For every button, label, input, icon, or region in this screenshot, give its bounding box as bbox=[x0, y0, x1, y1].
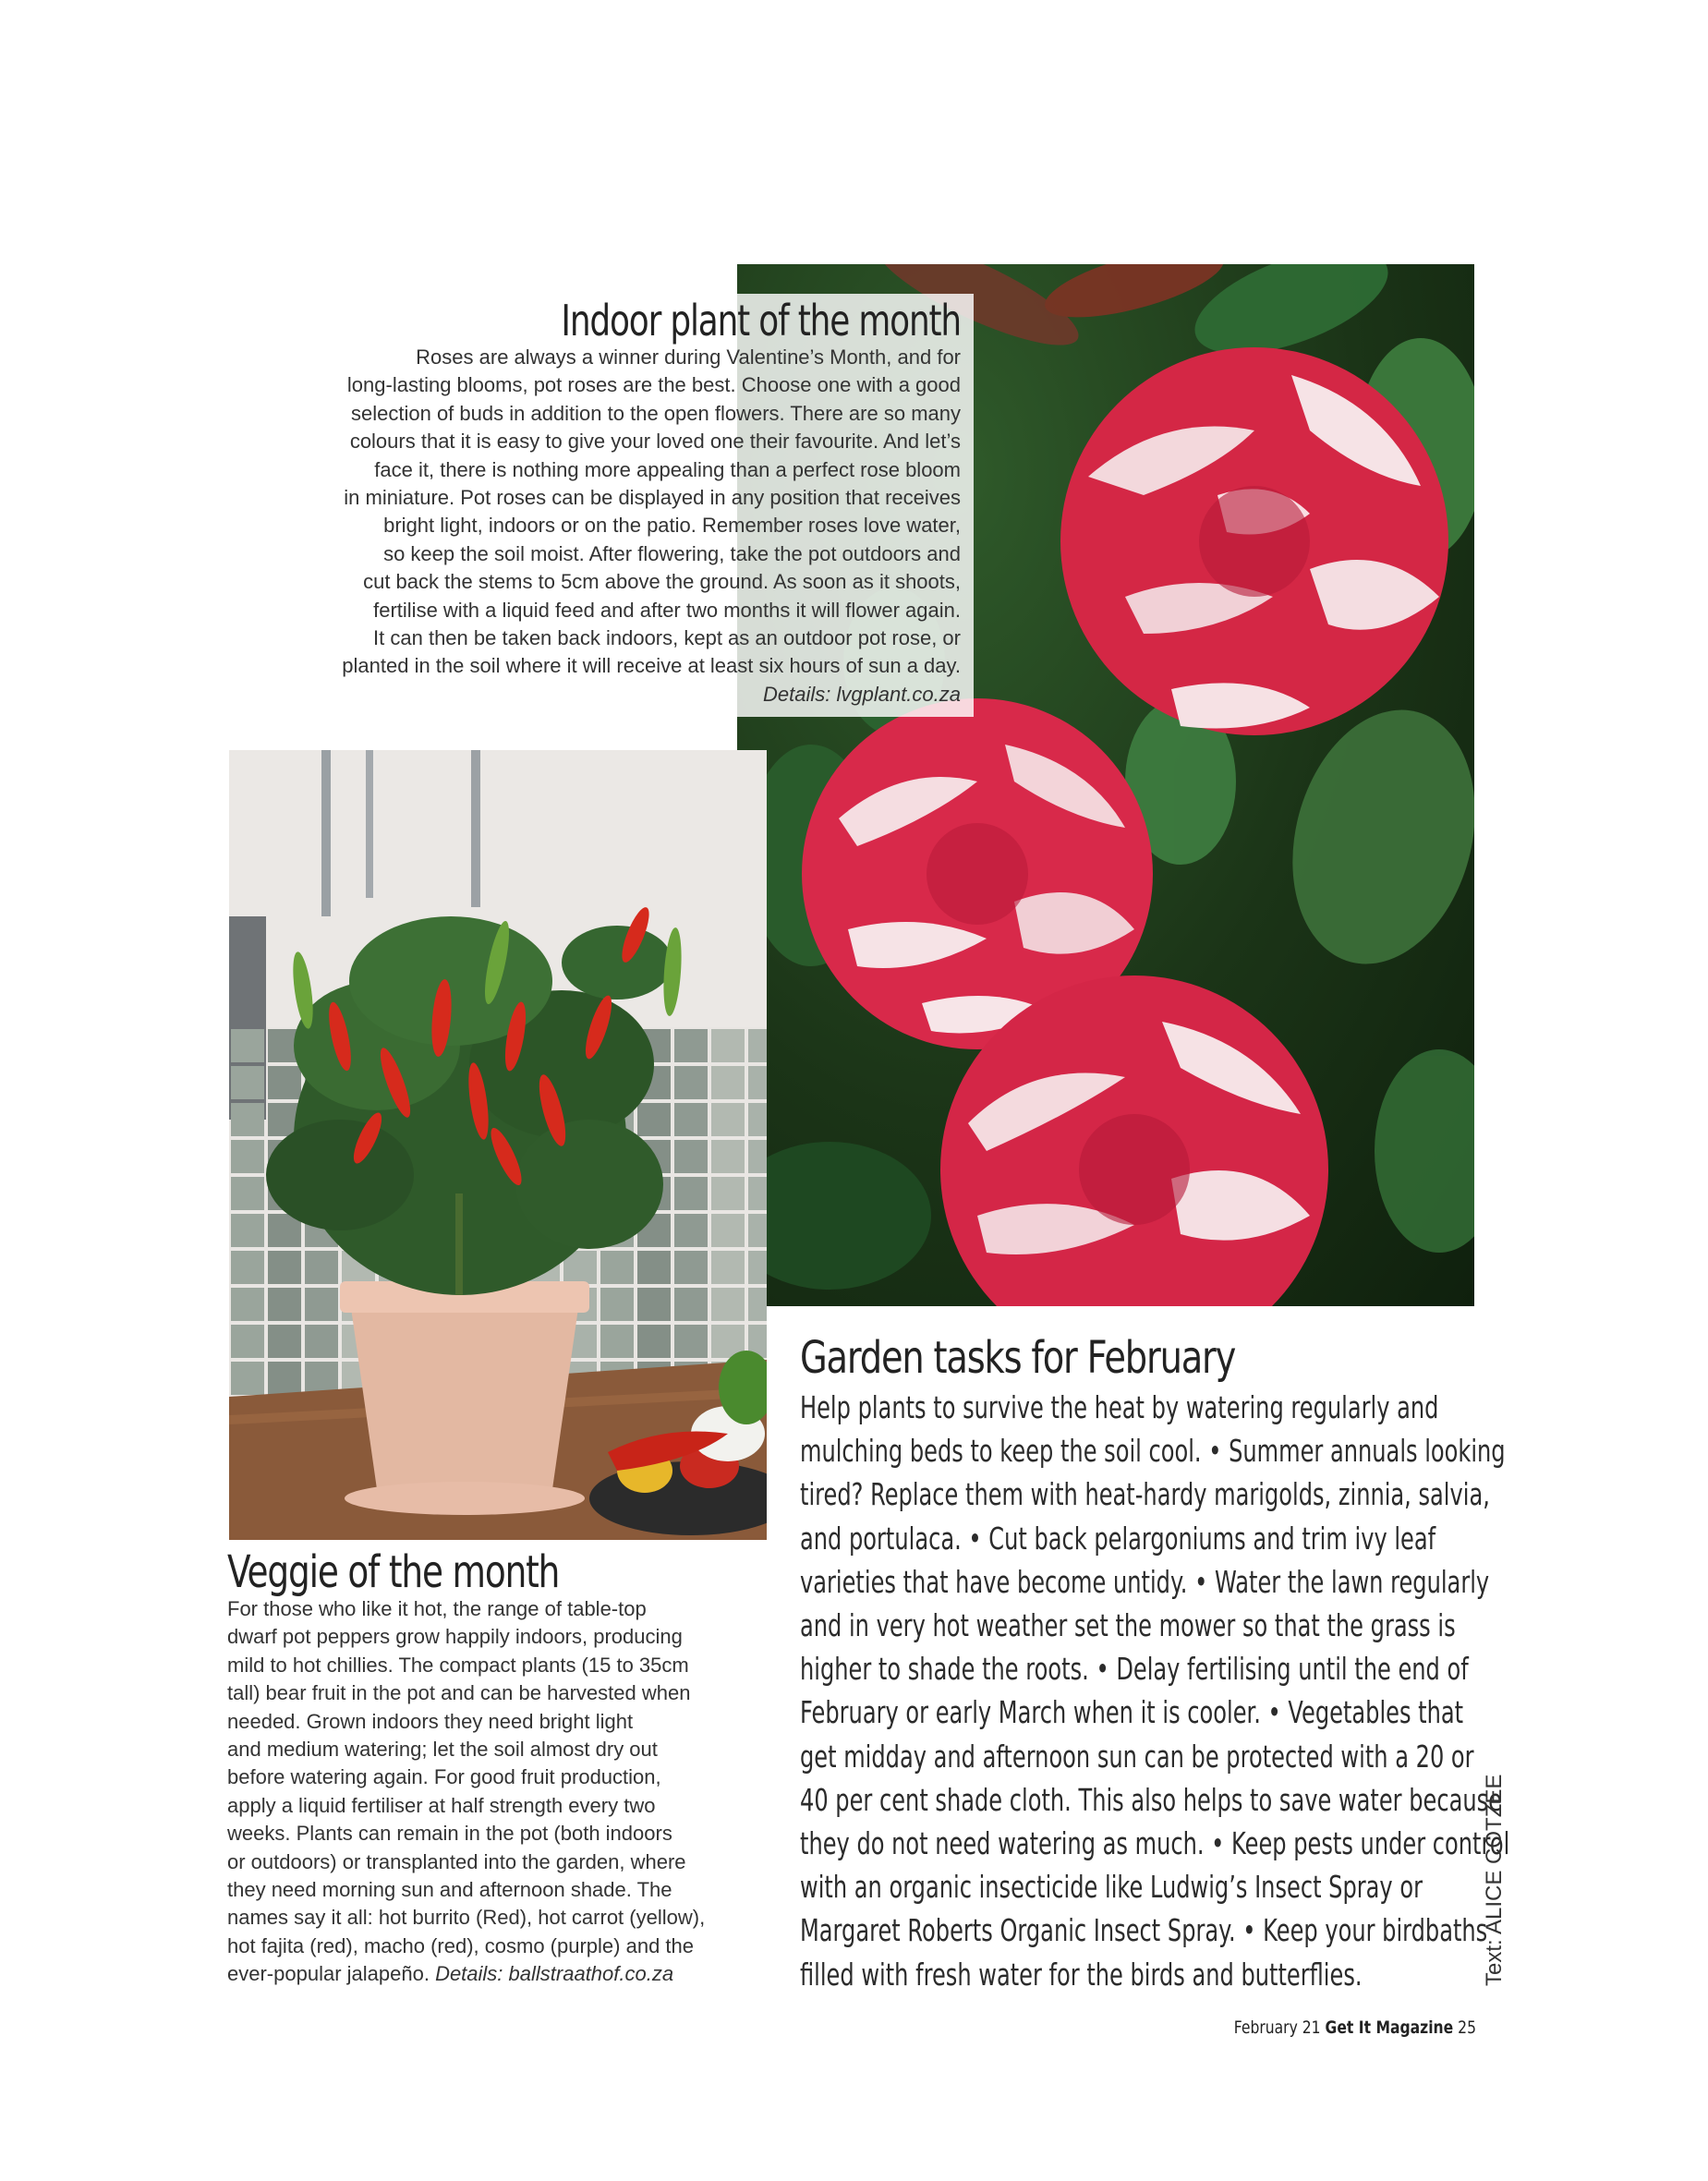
footer-issue: February 21 bbox=[1233, 2017, 1321, 2038]
veggie-line: For those who like it hot, the range of table-top bbox=[227, 1597, 647, 1620]
garden-line: they do not need watering as much. • Keep pests under control bbox=[800, 1825, 1510, 1862]
veggie-line: dwarf pot peppers grow happily indoors, producing bbox=[227, 1625, 683, 1649]
veggie-line: before watering again. For good fruit production, bbox=[227, 1765, 661, 1789]
garden-tasks-heading: Garden tasks for February bbox=[800, 1332, 1236, 1384]
indoor-line: planted in the soil where it will receive at least six hours of sun a day. bbox=[342, 654, 961, 678]
veggie-line: tall) bear fruit in the pot and can be harvested when bbox=[227, 1681, 691, 1705]
indoor-line: face it, there is nothing more appealing than a perfect rose bloom bbox=[374, 457, 961, 481]
indoor-line: colours that it is easy to give your loved one their favourite. And let’s bbox=[349, 430, 961, 454]
garden-line: 40 per cent shade cloth. This also helps to save water because bbox=[800, 1781, 1502, 1818]
veggie-line: apply a liquid fertiliser at half strength every two bbox=[227, 1793, 656, 1817]
garden-line: Margaret Roberts Organic Insect Spray. • Keep your birdbaths bbox=[800, 1912, 1488, 1949]
indoor-line: bright light, indoors or on the patio. Remember roses love water, bbox=[383, 514, 961, 538]
veggie-line: they need morning sun and afternoon shade. The bbox=[227, 1878, 672, 1902]
author-credit: Text: ALICE COTZEE bbox=[1482, 1774, 1507, 1986]
veggie-line: or outdoors) or transplanted into the garden, where bbox=[227, 1849, 686, 1873]
veggie-line: names say it all: hot burrito (Red), hot carrot (yellow), bbox=[227, 1906, 706, 1930]
veggie-heading: Veggie of the month bbox=[227, 1546, 560, 1598]
footer-page-number: 25 bbox=[1458, 2017, 1476, 2038]
garden-line: February or early March when it is cooler. • Vegetables that bbox=[800, 1694, 1464, 1731]
indoor-details-link: Details: lvgplant.co.za bbox=[763, 682, 961, 706]
garden-line: and portulaca. • Cut back pelargoniums and trim ivy leaf bbox=[800, 1520, 1436, 1557]
veggie-line: mild to hot chillies. The compact plants (15 to 35cm bbox=[227, 1653, 689, 1677]
veggie-line: hot fajita (red), macho (red), cosmo (purple) and the bbox=[227, 1933, 695, 1957]
indoor-line: fertilise with a liquid feed and after two months it will flower again. bbox=[373, 598, 961, 622]
indoor-line: cut back the stems to 5cm above the ground. As soon as it shoots, bbox=[363, 570, 961, 594]
garden-line: filled with fresh water for the birds and butterflies. bbox=[800, 1956, 1363, 1993]
indoor-plant-body bbox=[268, 344, 961, 709]
veggie-body bbox=[227, 1595, 781, 1989]
garden-line: mulching beds to keep the soil cool. • Summer annuals looking bbox=[800, 1433, 1506, 1470]
garden-line: get midday and afternoon sun can be protected with a 20 or bbox=[800, 1738, 1474, 1775]
garden-line: tired? Replace them with heat-hardy marigolds, zinnia, salvia, bbox=[800, 1476, 1490, 1513]
veggie-last-text: ever-popular jalapeño. bbox=[227, 1962, 430, 1986]
garden-line: and in very hot weather set the mower so that the grass is bbox=[800, 1607, 1456, 1644]
indoor-plant-heading: Indoor plant of the month bbox=[561, 296, 961, 345]
page-footer bbox=[1175, 2017, 1476, 2038]
veggie-line: needed. Grown indoors they need bright light bbox=[227, 1709, 634, 1733]
veggie-line-last bbox=[227, 1960, 781, 1988]
veggie-line: and medium watering; let the soil almost dry out bbox=[227, 1738, 658, 1762]
garden-line: varieties that have become untidy. • Water the lawn regularly bbox=[800, 1563, 1490, 1600]
indoor-line: selection of buds in addition to the open flowers. There are so many bbox=[351, 401, 961, 425]
veggie-line: weeks. Plants can remain in the pot (both indoors bbox=[227, 1822, 672, 1846]
veggie-details-link: Details: ballstraathof.co.za bbox=[435, 1962, 674, 1986]
indoor-line: so keep the soil moist. After flowering, take the pot outdoors and bbox=[383, 541, 961, 565]
garden-line: with an organic insecticide like Ludwig’s Insect Spray or bbox=[800, 1869, 1423, 1906]
pepper-plant-photo bbox=[229, 750, 767, 1540]
garden-line: Help plants to survive the heat by watering regularly and bbox=[800, 1389, 1439, 1425]
indoor-line: in miniature. Pot roses can be displayed in any position that receives bbox=[344, 486, 961, 510]
indoor-line: long-lasting blooms, pot roses are the best. Choose one with a good bbox=[346, 373, 961, 397]
indoor-line: Roses are always a winner during Valentine’s Month, and for bbox=[416, 345, 961, 369]
indoor-line: It can then be taken back indoors, kept as an outdoor pot rose, or bbox=[373, 626, 961, 650]
garden-line: higher to shade the roots. • Delay fertilising until the end of bbox=[800, 1651, 1469, 1688]
footer-magazine: Get It Magazine bbox=[1325, 2017, 1454, 2038]
